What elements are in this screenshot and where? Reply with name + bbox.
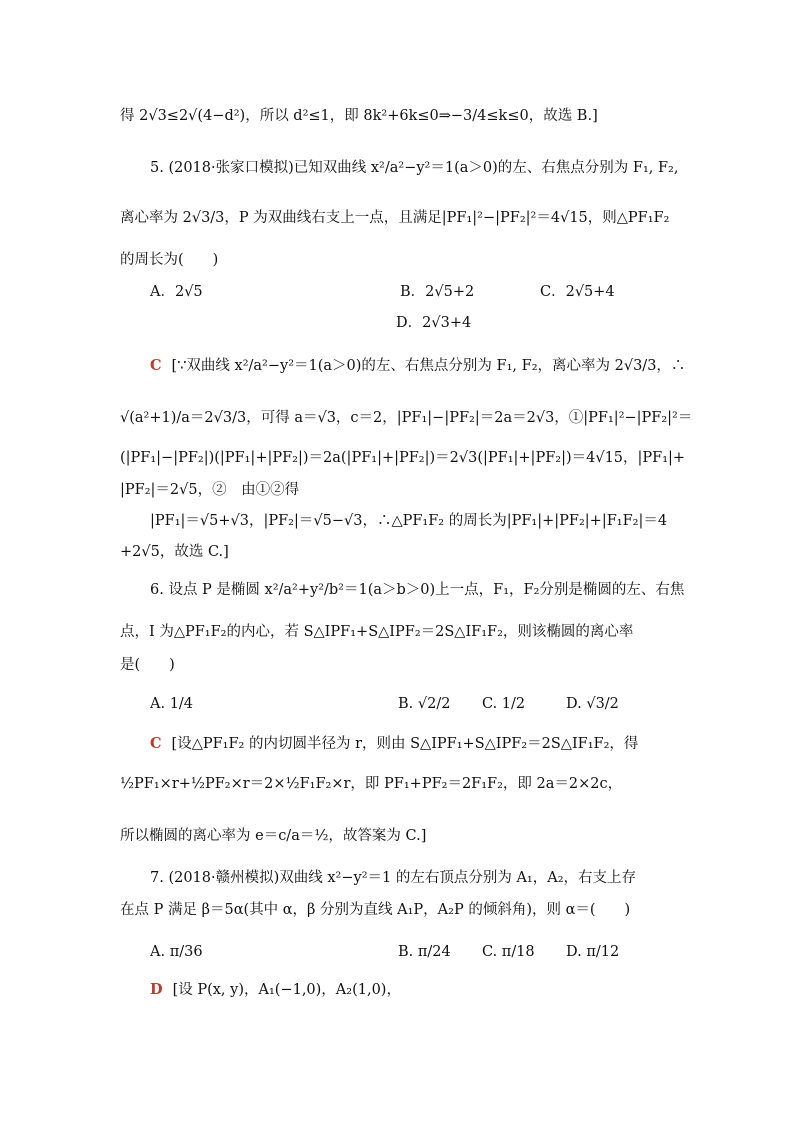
text-line: 在点 P 满足 β＝5α(其中 α，β 分别为直线 A₁P，A₂P 的倾斜角)，则 α＝( ) [120, 902, 631, 918]
q7-answer: D [150, 981, 163, 998]
text-line: √(a²+1)/a＝2√3/3，可得 a＝√3，c＝2，|PF₁|−|PF₂|＝2a＝2√3，①|PF₁|²−|PF₂|²＝ [120, 410, 693, 426]
text-line: 点，I 为△PF₁F₂的内心，若 S△IPF₁+S△IPF₂＝2S△IF₁F₂，则该椭圆的离心率 [120, 624, 634, 640]
text-line: 的周长为( ) [120, 252, 219, 268]
q7-option-d: D. π/12 [566, 944, 620, 960]
text-line: (|PF₁|−|PF₂|)(|PF₁|+|PF₂|)＝2a(|PF₁|+|PF₂|)＝2√3(|PF₁|+|PF₂|)＝4√15，|PF₁|+ [120, 450, 686, 466]
text-line: |PF₁|＝√5+√3，|PF₂|＝√5−√3，∴△PF₁F₂ 的周长为|PF₁|+|PF₂|+|F₁F₂|＝4 [150, 513, 668, 529]
q6-option-b: B. √2/2 [398, 696, 451, 712]
q5-option-c: C．2√5+4 [540, 284, 615, 300]
question-5-stem: 5. (2018·张家口模拟)已知双曲线 x²/a²−y²＝1(a＞0)的左、右焦点分别为 F₁, F₂, [150, 160, 679, 176]
q5-solution-line: C [∵双曲线 x²/a²−y²＝1(a＞0)的左、右焦点分别为 F₁, F₂，离心率为 2√3/3，∴ [150, 357, 686, 374]
q5-option-b: B．2√5+2 [400, 284, 475, 300]
text-line: 离心率为 2√3/3，P 为双曲线右支上一点，且满足|PF₁|²−|PF₂|²＝4√15，则△PF₁F₂ [120, 210, 670, 226]
text-line: +2√5，故选 C.] [120, 544, 229, 560]
q6-option-d: D. √3/2 [566, 696, 619, 712]
q6-option-a: A. 1/4 [150, 696, 194, 712]
text-line: ½PF₁×r+½PF₂×r＝2×½F₁F₂×r，即 PF₁+PF₂＝2F₁F₂，即 2a＝2×2c， [120, 776, 623, 792]
text-line: 是( ) [120, 657, 175, 673]
q6-solution-line: C [设△PF₁F₂ 的内切圆半径为 r，则由 S△IPF₁+S△IPF₂＝2S△IF₁F₂，得 [150, 735, 639, 752]
text-line: |PF₂|＝2√5，② 由①②得 [120, 482, 300, 498]
q6-option-c: C. 1/2 [482, 696, 526, 712]
q7-option-b: B. π/24 [398, 944, 451, 960]
question-6-stem: 6. 设点 P 是椭圆 x²/a²+y²/b²＝1(a＞b＞0)上一点，F₁，F₂分别是椭圆的左、右焦 [150, 582, 685, 598]
text-line: 所以椭圆的离心率为 e＝c/a＝½，故答案为 C.] [120, 828, 427, 844]
q5-answer: C [150, 357, 162, 374]
q5-option-a: A．2√5 [150, 284, 203, 300]
q7-option-c: C. π/18 [482, 944, 535, 960]
q5-option-d: D．2√3+4 [396, 315, 472, 331]
q6-answer: C [150, 735, 162, 752]
question-7-stem: 7. (2018·赣州模拟)双曲线 x²−y²＝1 的左右顶点分别为 A₁，A₂，右支上存 [150, 870, 637, 886]
q7-solution-line: D [设 P(x, y)，A₁(−1,0)，A₂(1,0)， [150, 981, 401, 998]
text-line: 得 2√3≤2√(4−d²)，所以 d²≤1，即 8k²+6k≤0⇒−3/4≤k≤0，故选 B.] [120, 108, 598, 124]
q7-option-a: A. π/36 [150, 944, 203, 960]
